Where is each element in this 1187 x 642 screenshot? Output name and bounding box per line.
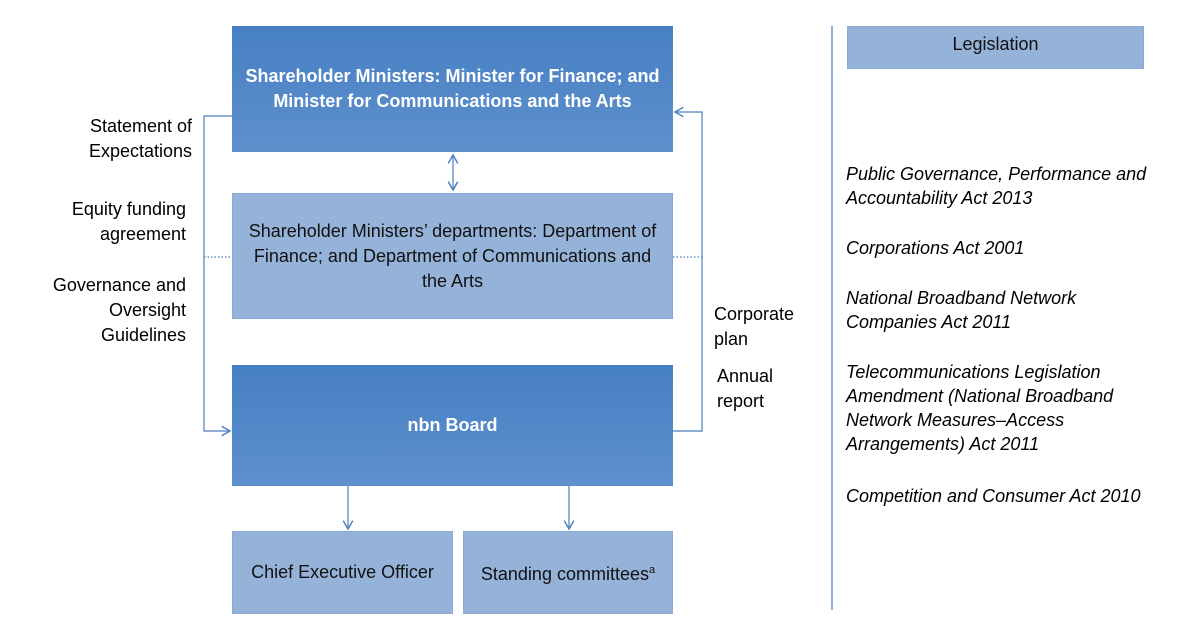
left-flow-line [204, 116, 232, 431]
label-equity-funding-agreement: Equity funding agreement [71, 199, 186, 244]
ministers-text: Shareholder Ministers: Minister for Finance; and Minister for Communications and the Arts [245, 66, 660, 111]
committees-footnote: a [648, 564, 656, 576]
committees-box [463, 531, 673, 614]
label-governance-guidelines: Governance and Oversight Guidelines [52, 275, 186, 345]
label-corporate-plan: Corporate plan [714, 304, 795, 349]
departments-text: Shareholder Ministers’ departments: Department of Finance; and Department of Communications and the Arts [248, 220, 657, 291]
label-statement-of-expectations: Statement of Expectations [88, 116, 192, 161]
legislation-header-text: Legislation [952, 34, 1039, 54]
legislation-act-3: National Broadband Network Companies Act 2011 [846, 288, 1077, 332]
committees-text [481, 558, 655, 587]
legislation-act-1: Public Governance, Performance and Accountability Act 2013 [846, 164, 1147, 208]
right-flow-line [673, 112, 702, 431]
legislation-header [847, 26, 1144, 69]
legislation-act-2: Corporations Act 2001 [846, 238, 1025, 258]
label-annual-report: Annual report [717, 366, 774, 411]
legislation-act-5: Competition and Consumer Act 2010 [846, 486, 1141, 506]
board-box [232, 365, 673, 486]
committees-label: Standing committees [480, 564, 649, 584]
legislation-act-4: Telecommunications Legislation Amendment (National Broadband Network Measures–Access Arrangements) Act 2011 [846, 362, 1114, 454]
ceo-text: Chief Executive Officer [251, 562, 434, 582]
ministers-box [232, 26, 673, 152]
board-text: nbn Board [407, 415, 498, 435]
departments-box [232, 193, 673, 319]
ceo-box [232, 531, 453, 614]
